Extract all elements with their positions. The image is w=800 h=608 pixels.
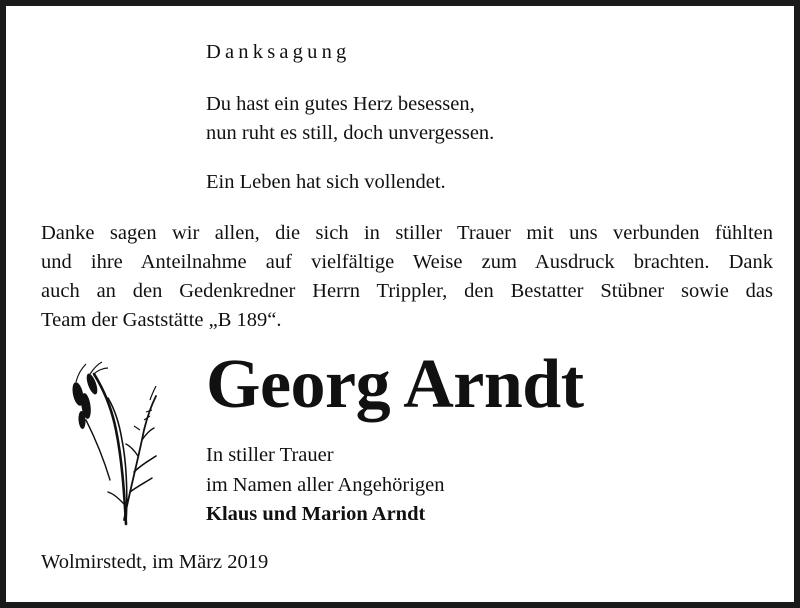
grain-stalk-icon [64, 360, 160, 526]
verse-line-1: Du hast ein gutes Herz besessen, [206, 93, 475, 115]
thanks-paragraph [41, 219, 773, 335]
thanks-line-3: auch an den Gedenkredner Herrn Trippler, den Bestatter Stübner sowie das [41, 280, 773, 302]
deceased-name: Georg Arndt [206, 346, 584, 423]
mourners-names: Klaus und Marion Arndt [206, 503, 426, 525]
verse-stanza [206, 90, 494, 148]
place-and-date: Wolmirstedt, im März 2019 [41, 551, 269, 573]
thanks-line-1: Danke sagen wir allen, die sich in stiller Trauer mit uns verbunden fühlten [41, 222, 773, 244]
verse-closing-line: Ein Leben hat sich vollendet. [206, 171, 446, 193]
thanks-line-4: Team der Gaststätte „B 189“. [41, 309, 282, 331]
mourners-line-2: im Namen aller Angehörigen [206, 473, 445, 496]
thanks-line-2: und ihre Anteilnahme auf vielfältige Weise zum Ausdruck brachten. Dank [41, 251, 773, 273]
mourners-line-1: In stiller Trauer [206, 444, 334, 466]
mourners-block [206, 441, 445, 530]
verse-line-2: nun ruht es still, doch unvergessen. [206, 122, 495, 144]
notice-heading: Danksagung [206, 41, 351, 63]
